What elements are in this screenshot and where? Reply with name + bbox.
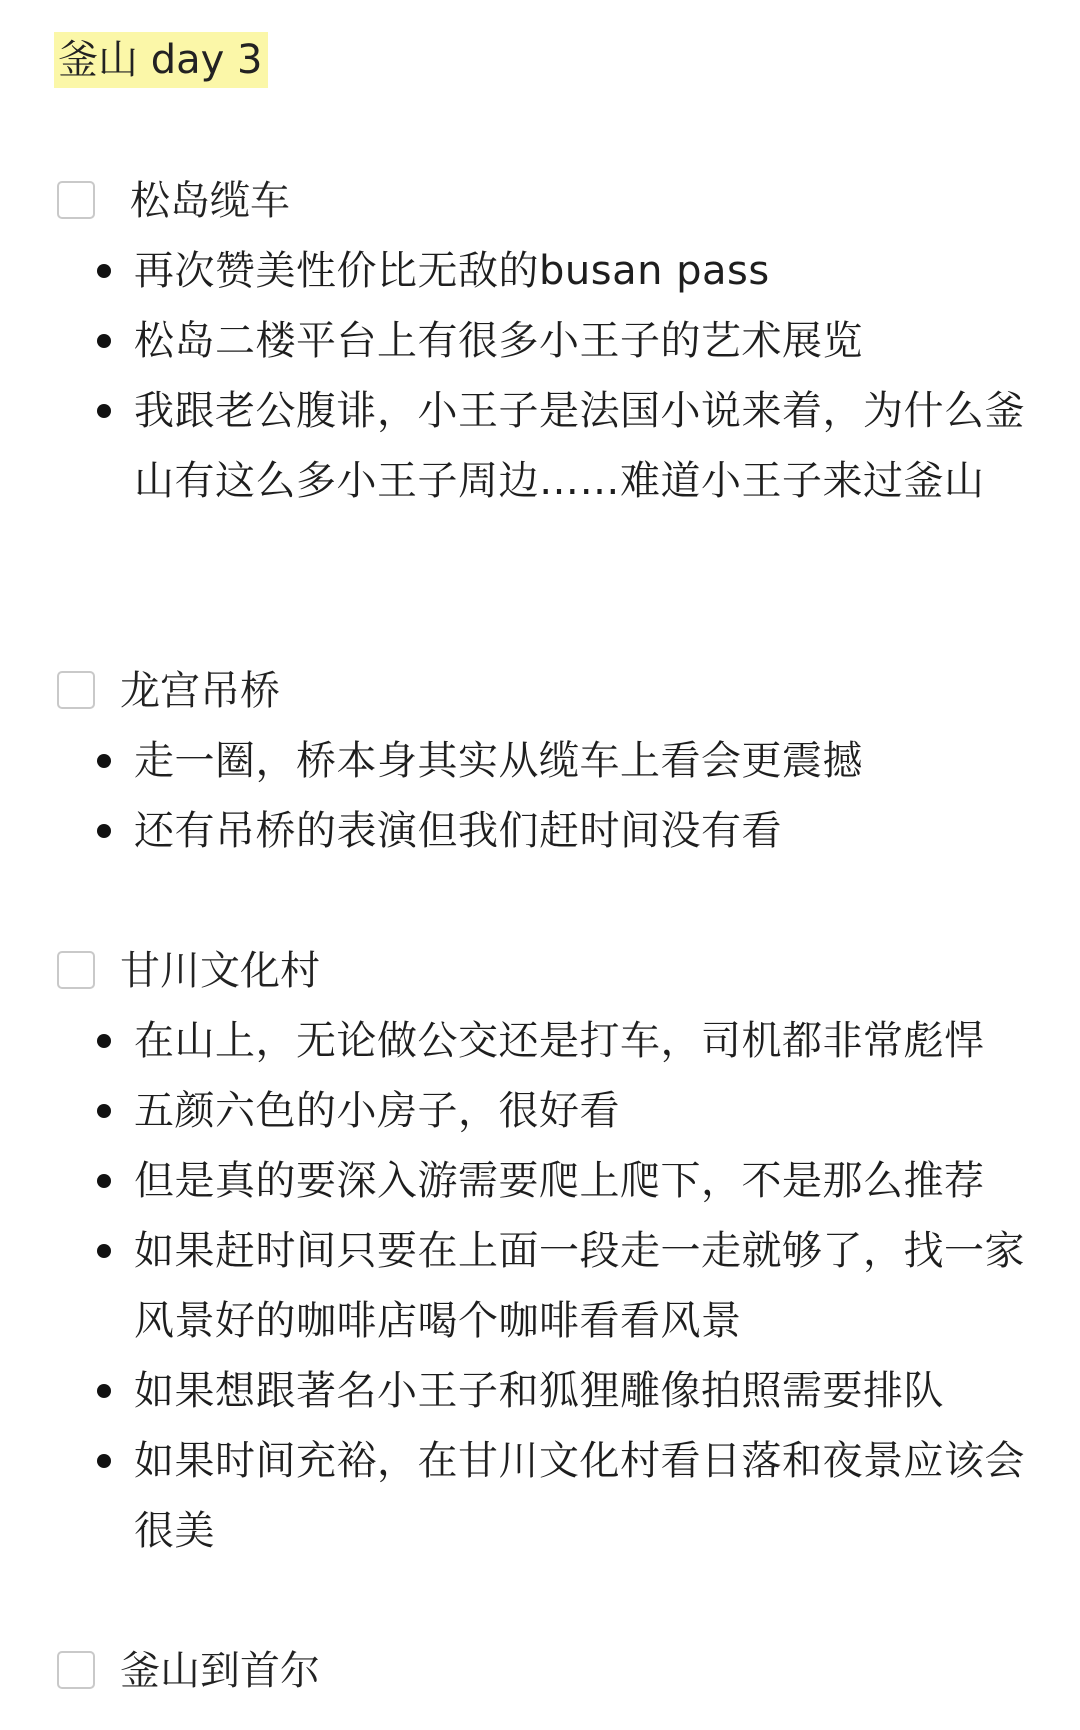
bullet-text: 我跟老公腹诽，小王子是法国小说来着，为什么釜山有这么多小王子周边……难道小王子来过釜山 [134, 388, 1025, 504]
task-row [0, 1636, 1080, 1706]
bullet-dot-icon [97, 1244, 111, 1258]
task-row [0, 936, 1080, 1006]
note-title[interactable]: 釜山 day 3 [54, 32, 268, 88]
task-checkbox[interactable] [57, 181, 95, 219]
task-label[interactable]: 松岛缆车 [130, 178, 290, 224]
task-checkbox[interactable] [57, 951, 95, 989]
bullet-item[interactable] [0, 1356, 1080, 1426]
bullet-text: 如果想跟著名小王子和狐狸雕像拍照需要排队 [134, 1368, 944, 1414]
task-label[interactable]: 龙宫吊桥 [120, 668, 280, 714]
task-section-gamcheon [0, 936, 1080, 1566]
bullet-text: 但是真的要深入游需要爬上爬下，不是那么推荐 [134, 1158, 985, 1204]
bullet-dot-icon [97, 1104, 111, 1118]
task-section-busan-to-seoul [0, 1636, 1080, 1706]
bullet-item[interactable] [0, 1426, 1080, 1566]
bullet-dot-icon [97, 1454, 111, 1468]
bullet-item[interactable] [0, 1006, 1080, 1076]
bullet-list [0, 1006, 1080, 1566]
bullet-item[interactable] [0, 1146, 1080, 1216]
bullet-item[interactable] [0, 236, 1080, 306]
bullet-dot-icon [97, 1174, 111, 1188]
bullet-dot-icon [97, 824, 111, 838]
bullet-dot-icon [97, 334, 111, 348]
bullet-dot-icon [97, 1034, 111, 1048]
bullet-text: 再次赞美性价比无敌的busan pass [134, 248, 770, 294]
bullet-list [0, 726, 1080, 866]
bullet-dot-icon [97, 404, 111, 418]
task-row [0, 166, 1080, 236]
task-checkbox[interactable] [57, 1651, 95, 1689]
bullet-text: 还有吊桥的表演但我们赶时间没有看 [134, 808, 782, 854]
bullet-item[interactable] [0, 376, 1080, 516]
bullet-item[interactable] [0, 306, 1080, 376]
task-checkbox[interactable] [57, 671, 95, 709]
bullet-text: 在山上，无论做公交还是打车，司机都非常彪悍 [134, 1018, 985, 1064]
bullet-text: 走一圈，桥本身其实从缆车上看会更震撼 [134, 738, 863, 784]
bullet-item[interactable] [0, 1216, 1080, 1356]
bullet-dot-icon [97, 1384, 111, 1398]
bullet-text: 如果赶时间只要在上面一段走一走就够了，找一家风景好的咖啡店喝个咖啡看看风景 [134, 1228, 1025, 1344]
bullet-dot-icon [97, 754, 111, 768]
bullet-text: 如果时间充裕，在甘川文化村看日落和夜景应该会很美 [134, 1438, 1025, 1554]
bullet-dot-icon [97, 264, 111, 278]
task-row [0, 656, 1080, 726]
bullet-item[interactable] [0, 726, 1080, 796]
task-label[interactable]: 甘川文化村 [120, 948, 320, 994]
task-section-bridge [0, 656, 1080, 866]
task-section-cable-car [0, 166, 1080, 516]
bullet-list [0, 236, 1080, 516]
task-label[interactable]: 釜山到首尔 [120, 1648, 320, 1694]
bullet-item[interactable] [0, 1076, 1080, 1146]
bullet-text: 松岛二楼平台上有很多小王子的艺术展览 [134, 318, 863, 364]
bullet-text: 五颜六色的小房子，很好看 [134, 1088, 620, 1134]
bullet-item[interactable] [0, 796, 1080, 866]
